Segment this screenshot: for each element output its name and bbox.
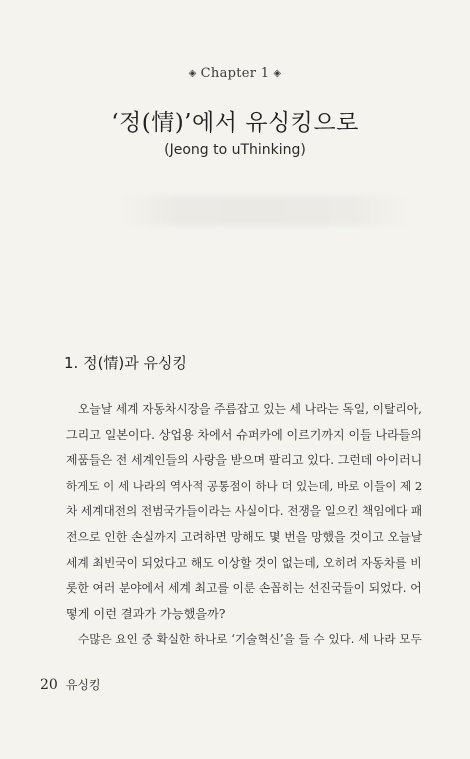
body-line: 수많은 요인 중 확실한 하나로 ‘기술혁신’을 들 수 있다. 세 나라 모두 <box>78 632 422 646</box>
section-heading: 1. 정(情)과 유싱킹 <box>64 354 188 372</box>
chapter-subtitle: (Jeong to uThinking) <box>164 142 306 158</box>
body-line: 세계 최빈국이 되었다고 해도 이상할 것이 없는데, 오히려 자동차를 비 <box>66 555 422 570</box>
chapter-label <box>0 66 470 81</box>
body-line: 떻게 이런 결과가 가능했을까? <box>66 606 226 621</box>
body-paragraph-1 <box>66 397 422 627</box>
body-line: 차 세계대전의 전범국가들이라는 사실이다. 전쟁을 일으킨 책임에다 패 <box>66 504 423 519</box>
body-paragraph-2 <box>66 627 422 653</box>
show-through-text <box>120 196 410 226</box>
body-line: 하게도 이 세 나라의 역사적 공통점이 하나 더 있는데, 바로 이들이 제 2 <box>66 478 423 493</box>
body-line: 오늘날 세계 자동차시장을 주름잡고 있는 세 나라는 독일, 이탈리아, <box>78 402 422 416</box>
body-line: 롯한 여러 분야에서 세계 최고를 이룬 손꼽히는 선진국들이 되었다. 어 <box>66 581 422 596</box>
body-line: 그리고 일본이다. 상업용 차에서 슈퍼카에 이르기까지 이들 나라들의 <box>66 427 423 442</box>
chapter-label-text: Chapter 1 <box>200 66 270 81</box>
page-number: 20 <box>40 677 58 693</box>
body-line: 전으로 인한 손실까지 고려하면 망해도 몇 번을 망했을 것이고 오늘날 <box>66 529 423 544</box>
page-footer <box>40 676 101 693</box>
chapter-title: ‘정(情)’에서 유싱킹으로 <box>111 110 359 136</box>
ornament-dot-left: ◈ <box>188 68 197 79</box>
running-title: 유싱킹 <box>65 678 101 692</box>
ornament-dot-right: ◈ <box>273 68 282 79</box>
body-line: 제품들은 전 세계인들의 사랑을 받으며 팔리고 있다. 그런데 아이러니 <box>66 453 423 468</box>
